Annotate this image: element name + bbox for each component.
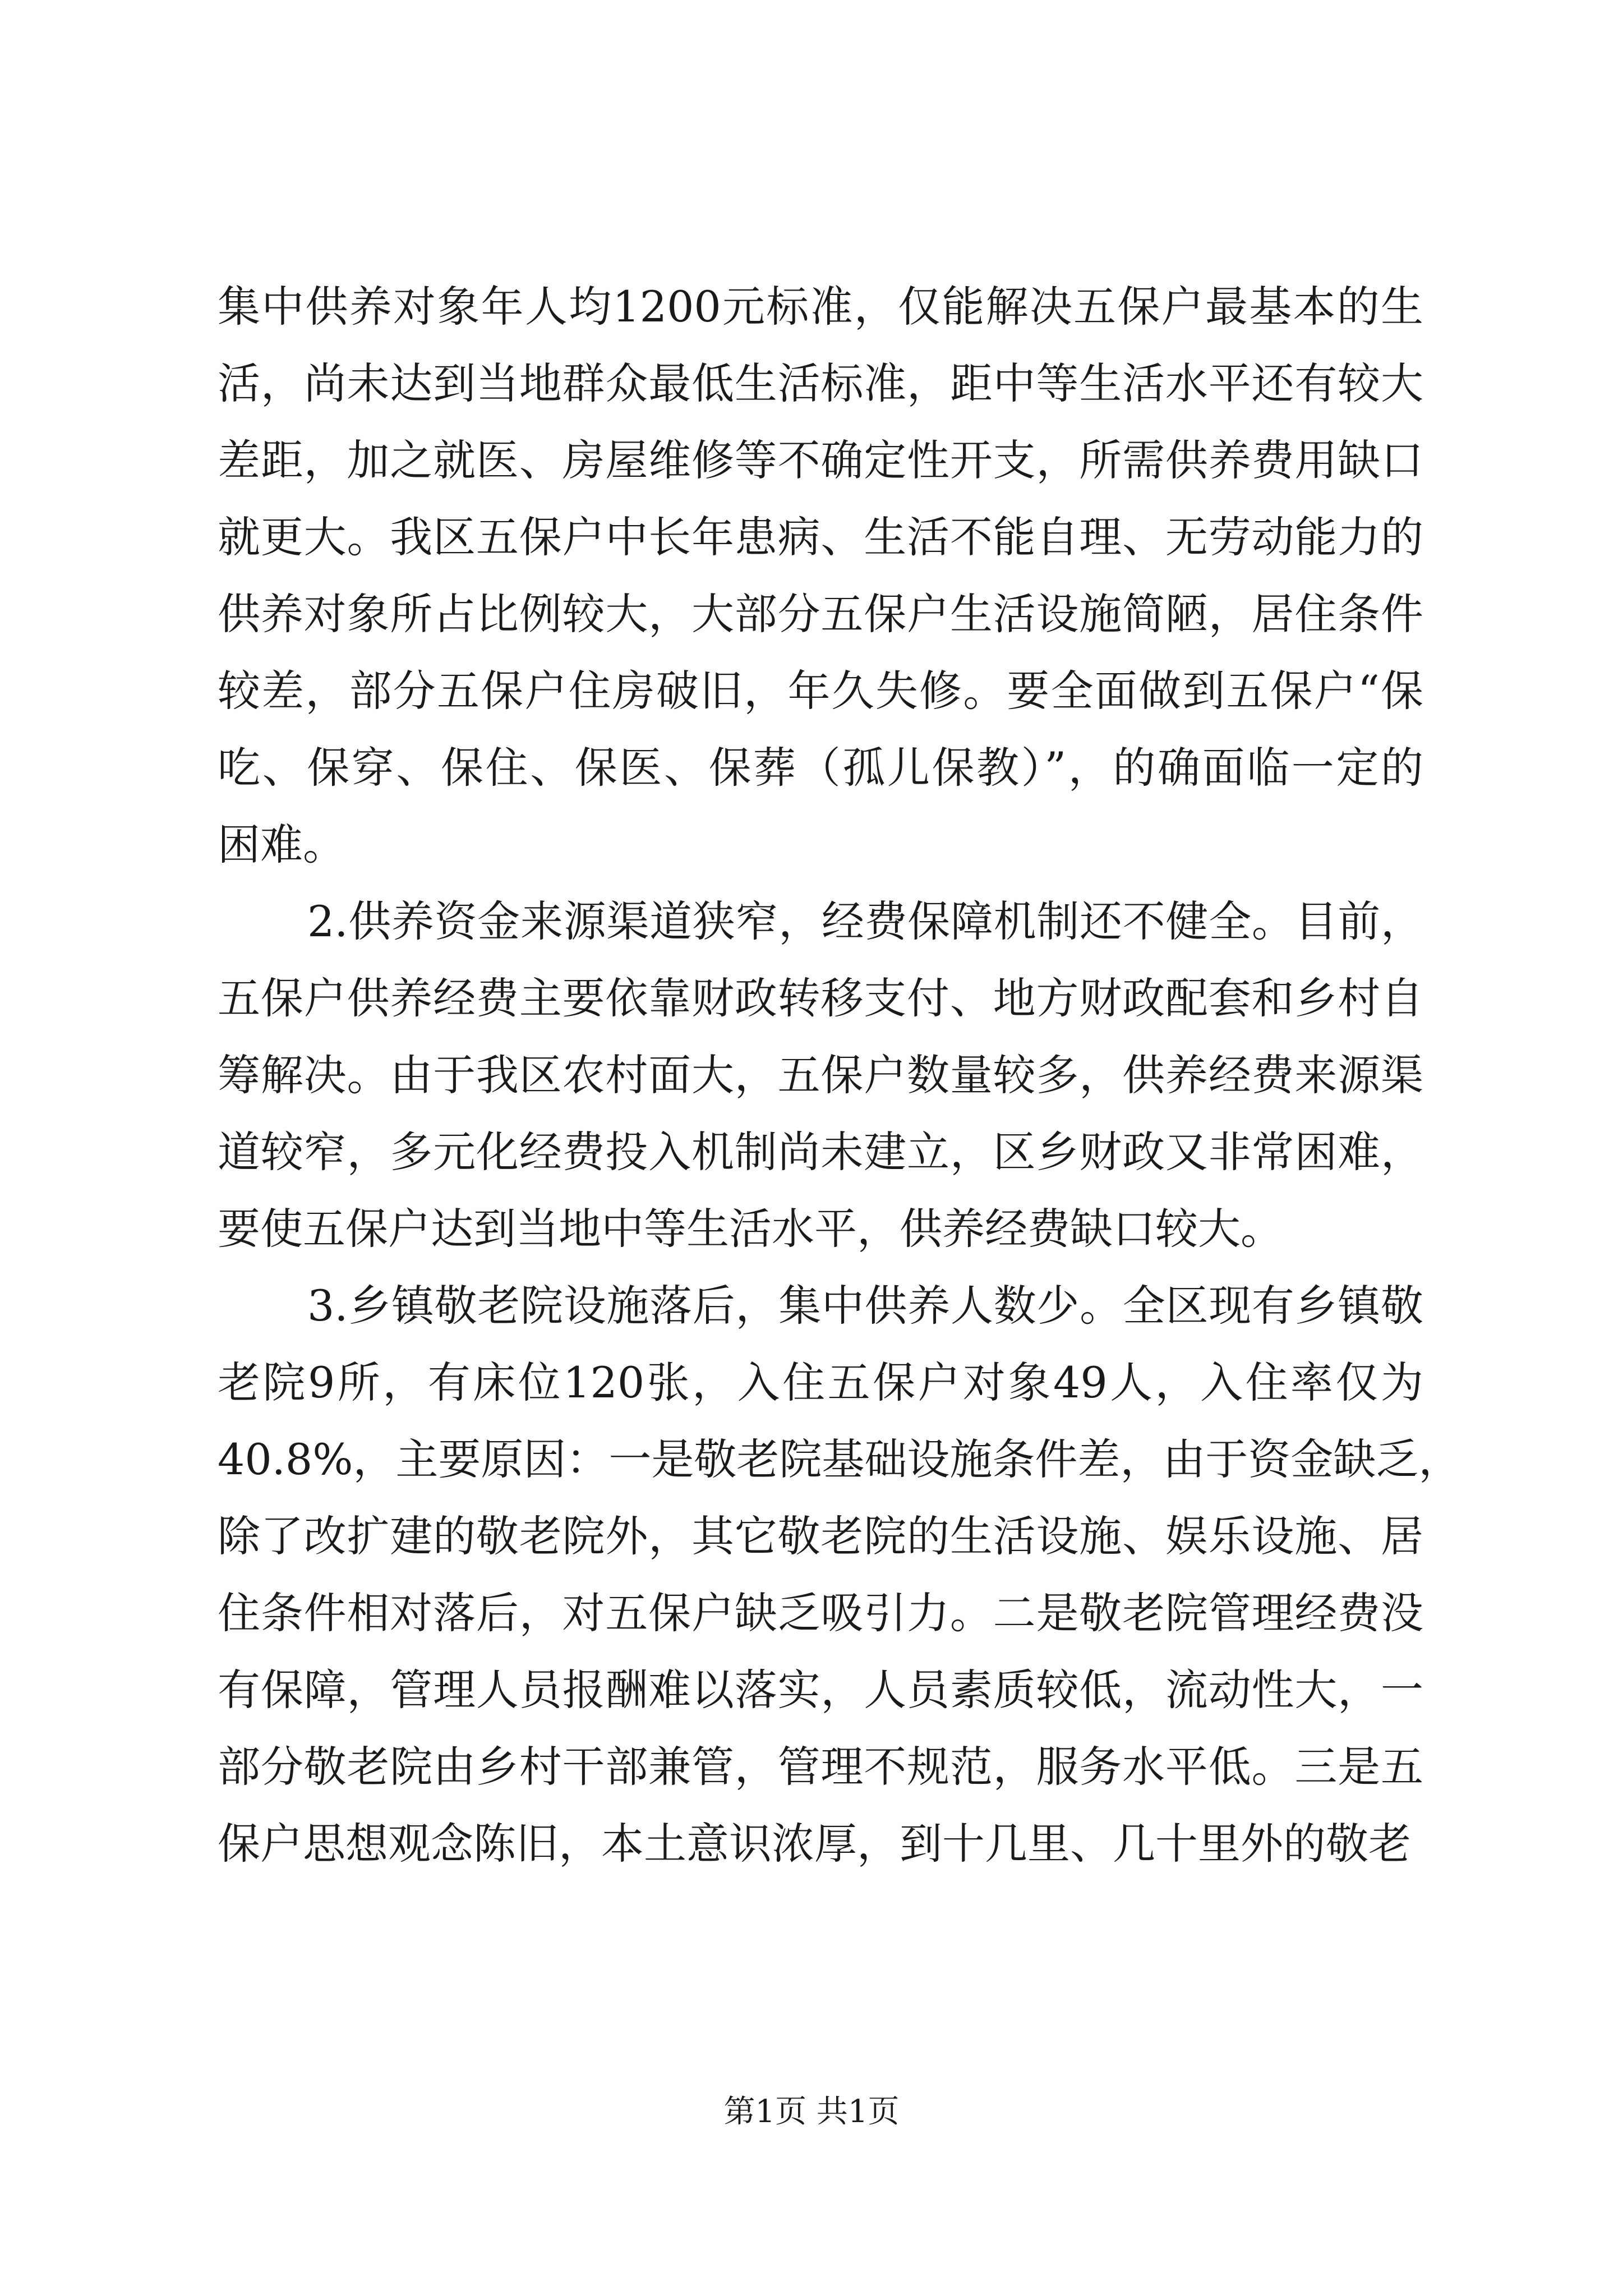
text-line: 老院9所，有床位120张，入住五保户对象49人，入住率仅为 <box>218 1358 1423 1407</box>
text-line: 要使五保户达到当地中等生活水平，供养经费缺口较大。 <box>218 1204 1283 1254</box>
text-line: 困难。 <box>218 820 345 869</box>
text-line: 2.供养资金来源渠道狭窄，经费保障机制还不健全。目前， <box>307 896 1423 946</box>
text-line: 住条件相对落后，对五保户缺乏吸引力。二是敬老院管理经费没 <box>218 1588 1423 1638</box>
text-line: 差距，加之就医、房屋维修等不确定性开支，所需供养费用缺口 <box>218 435 1423 485</box>
text-line: 活，尚未达到当地群众最低生活标准，距中等生活水平还有较大 <box>218 358 1423 408</box>
paragraph <box>218 268 1423 883</box>
text-line: 除了改扩建的敬老院外，其它敬老院的生活设施、娱乐设施、居 <box>218 1511 1423 1561</box>
text-line: 道较窄，多元化经费投入机制尚未建立，区乡财政又非常困难， <box>218 1127 1423 1177</box>
text-line: 3.乡镇敬老院设施落后，集中供养人数少。全区现有乡镇敬 <box>307 1281 1423 1331</box>
text-line: 供养对象所占比例较大，大部分五保户生活设施简陋，居住条件 <box>218 589 1423 639</box>
text-line: 筹解决。由于我区农村面大，五保户数量较多，供养经费来源渠 <box>218 1050 1423 1100</box>
text-line: 有保障，管理人员报酬难以落实，人员素质较低，流动性大，一 <box>218 1665 1423 1715</box>
text-line: 部分敬老院由乡村干部兼管，管理不规范，服务水平低。三是五 <box>218 1742 1423 1792</box>
text-line: 40.8%，主要原因：一是敬老院基础设施条件差，由于资金缺乏， <box>218 1434 1461 1484</box>
text-line: 集中供养对象年人均1200元标准，仅能解决五保户最基本的生 <box>218 282 1423 332</box>
text-line: 较差，部分五保户住房破旧，年久失修。要全面做到五保户“保 <box>218 666 1423 716</box>
text-line: 吃、保穿、保住、保医、保葬（孤儿保教）”，的确面临一定的 <box>218 743 1423 793</box>
text-line: 就更大。我区五保户中长年患病、生活不能自理、无劳动能力的 <box>218 512 1423 562</box>
document-body <box>218 268 1461 1882</box>
paragraph <box>218 883 1423 1267</box>
page-footer: 第1页 共1页 <box>723 2093 900 2130</box>
text-line: 保户思想观念陈旧，本土意识浓厚，到十几里、几十里外的敬老 <box>218 1819 1411 1869</box>
paragraph <box>218 1267 1461 1882</box>
text-line: 五保户供养经费主要依靠财政转移支付、地方财政配套和乡村自 <box>218 973 1423 1023</box>
